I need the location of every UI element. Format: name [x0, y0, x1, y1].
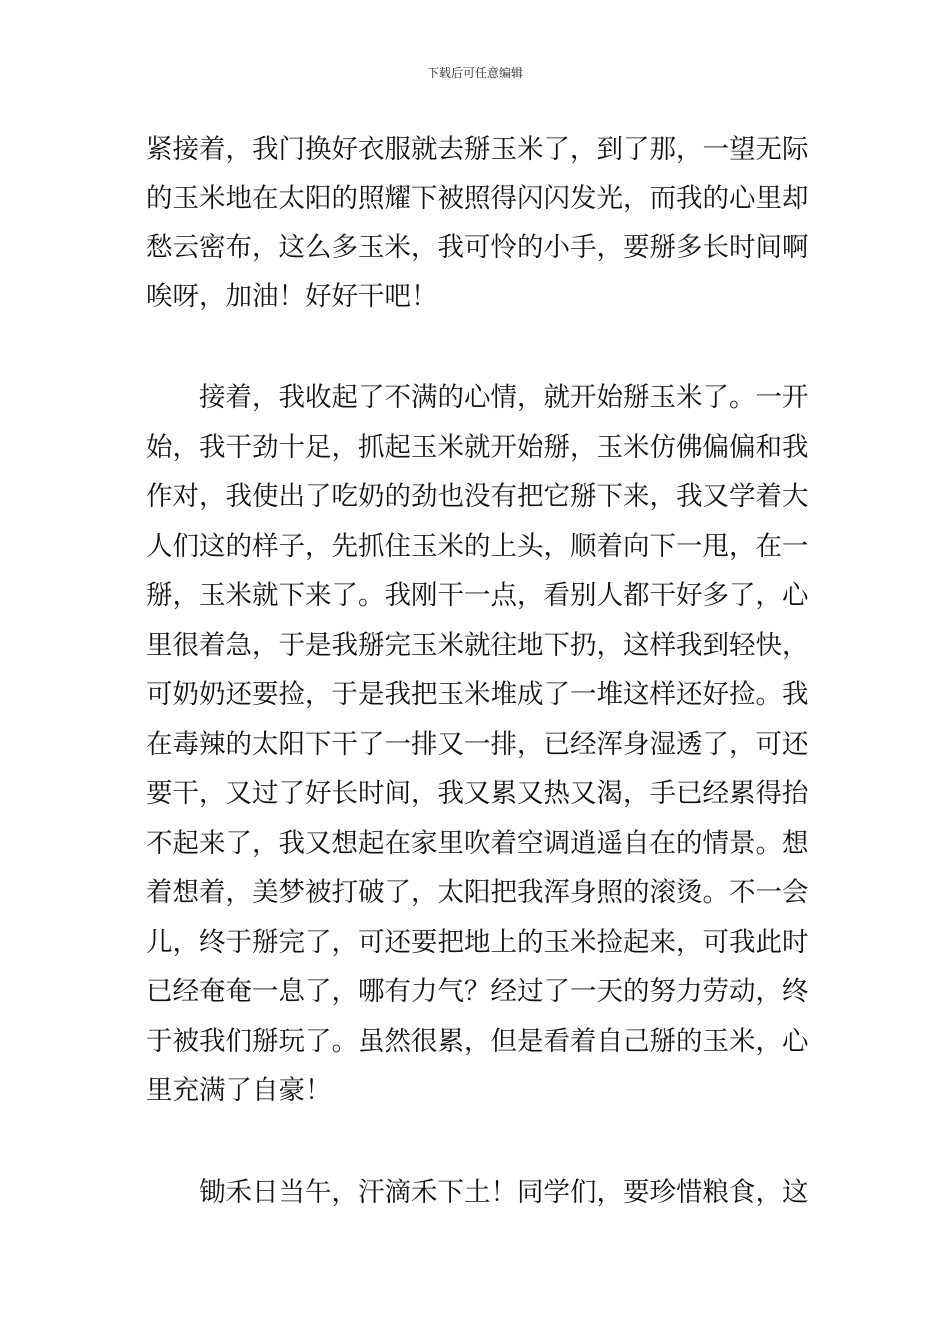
text-line: 里充满了自豪！: [146, 1075, 332, 1106]
text-line: 儿，终于掰完了，可还要把地上的玉米捡起来，可我此时: [146, 927, 809, 958]
text-line: 接着，我收起了不满的心情，就开始掰玉米了。一开: [146, 382, 809, 413]
text-line: 愁云密布，这么多玉米，我可怜的小手，要掰多长时间啊: [146, 232, 809, 263]
text-line: 不起来了，我又想起在家里吹着空调逍遥自在的情景。想: [146, 828, 809, 859]
text-line: 在毒辣的太阳下干了一排又一排，已经浑身湿透了，可还: [146, 729, 809, 760]
text-line: 可奶奶还要捡，于是我把玉米堆成了一堆这样还好捡。我: [146, 679, 809, 710]
text-line: 里很着急，于是我掰完玉米就往地下扔，这样我到轻快，: [146, 630, 809, 661]
text-line: 唉呀，加油！好好干吧！: [146, 281, 438, 312]
text-line: 要干，又过了好长时间，我又累又热又渴，手已经累得抬: [146, 778, 809, 809]
text-line: 掰，玉米就下来了。我刚干一点，看别人都干好多了，心: [146, 580, 809, 611]
text-line: 人们这的样子，先抓住玉米的上头，顺着向下一甩，在一: [146, 531, 809, 562]
text-line: 始，我干劲十足，抓起玉米就开始掰，玉米仿佛偏偏和我: [146, 432, 809, 463]
text-line: 紧接着，我门换好衣服就去掰玉米了，到了那，一望无际: [146, 134, 809, 165]
text-line: 于被我们掰玩了。虽然很累，但是看着自己掰的玉米，心: [146, 1026, 809, 1057]
text-line: 的玉米地在太阳的照耀下被照得闪闪发光，而我的心里却: [146, 183, 809, 214]
text-line: 锄禾日当午，汗滴禾下土！同学们，要珍惜粮食，这: [146, 1177, 809, 1208]
text-line: 着想着，美梦被打破了，太阳把我浑身照的滚烫。不一会: [146, 877, 809, 908]
page-header: 下载后可任意编辑: [426, 66, 523, 80]
text-line: 已经奄奄一息了，哪有力气？经过了一天的努力劳动，终: [146, 976, 809, 1007]
text-line: 作对，我使出了吃奶的劲也没有把它掰下来，我又学着大: [146, 481, 809, 512]
